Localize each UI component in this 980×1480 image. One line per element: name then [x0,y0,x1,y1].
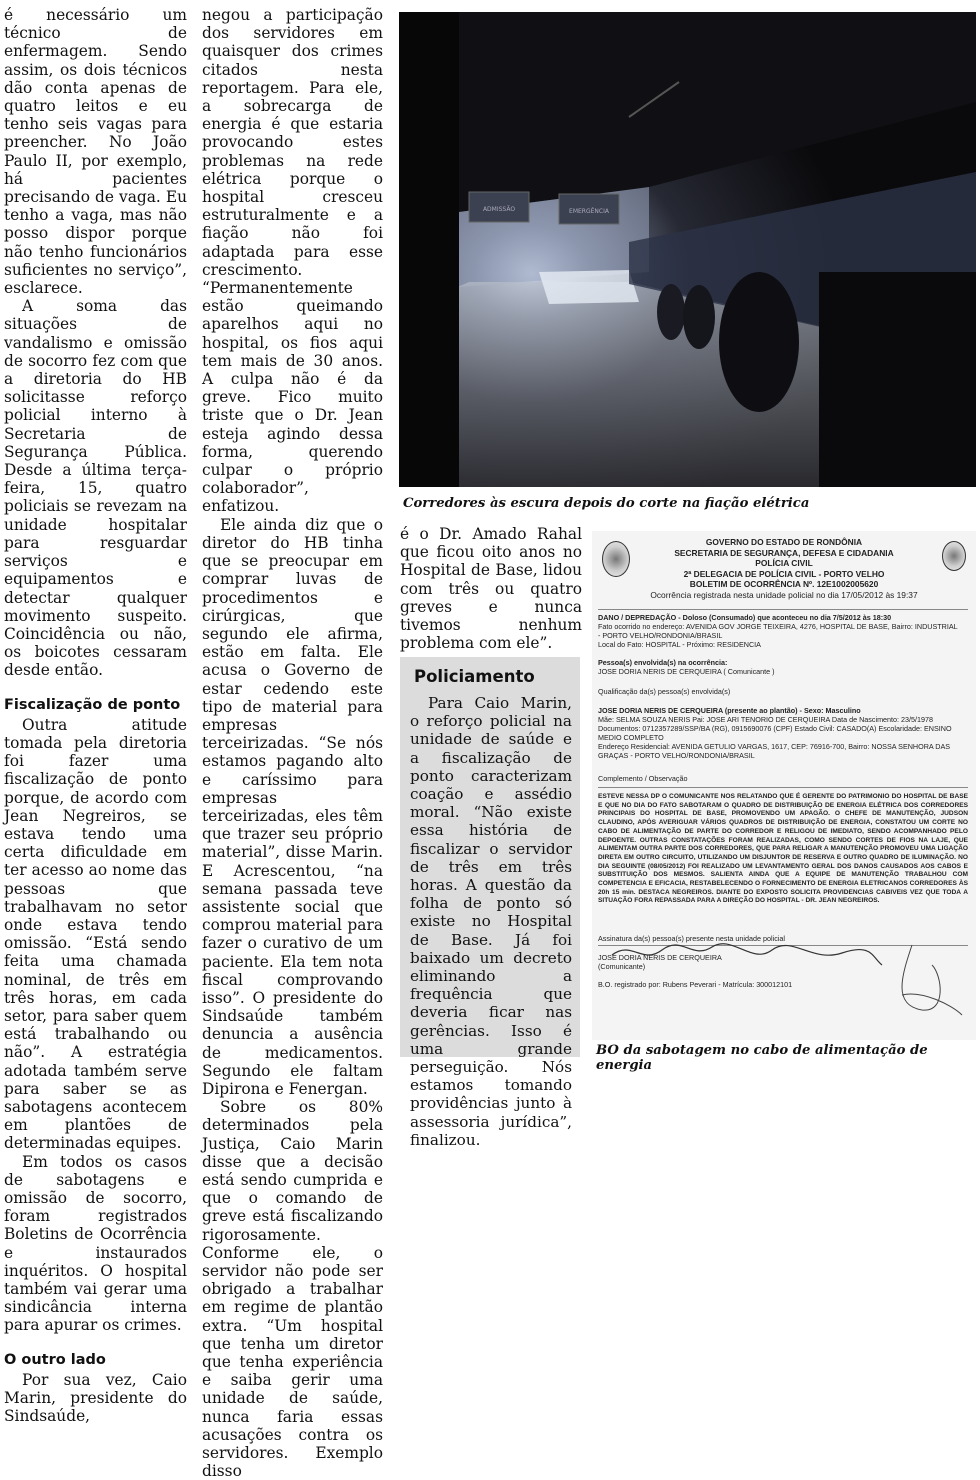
report-line: Complemento / Observação [598,774,688,783]
report-line: Pessoa(s) envolvida(s) na ocorrência: [598,658,728,667]
policiamento-box [400,657,580,1149]
report-header [592,537,976,600]
paragraph: é o Dr. Amado Rahal que ficou oito anos no Hospital de Base, lidou com três ou quatro greves e nunca tivemos nenhum problema com ele”. [400,525,582,653]
person-silhouette [683,285,715,349]
report-policia: POLÍCIA CIVIL [755,558,813,568]
hall-sign-2-text: EMERGÊNCIA [569,208,609,215]
report-line: Endereço Residencial: AVENIDA GETULIO VARGAS, 1617, CEP: 76916-700, Bairro: NOSSA SENHORA DAS [598,742,951,751]
report-secretaria: SECRETARIA DE SEGURANÇA, DEFESA E CIDADANIA [674,547,894,558]
photo-caption: Corredores às escura depois do corte na fiação elétrica [403,496,810,511]
report-gov: GOVERNO DO ESTADO DE RONDÔNIA [705,537,863,547]
paragraph: Sobre os 80% determinados pela Justiça, Caio Marin disse que a decisão está sendo cumprida e que o comando de greve está fiscalizando rigorosamente. Conforme ele, o servidor não pode ser obrigado a trabalhar em regime de plantão extra. “Um hospital que tenha um diretor que tenha experiência e saiba gerir uma unidade de saúde, nunca faria essas acusações contra os servidores. Exemplo disso [202,1098,383,1480]
report-line: Assinatura da(s) pessoa(s) presente nesta unidade policial [598,934,785,943]
paragraph: Em todos os casos de sabotagens e omissão de socorro, foram registrados Boletins de Ocorrência e instaurados inquéritos. O hospital também vai gerar uma sindicância interna para apurar os crimes. [4,1152,187,1335]
report-line: Mãe: SELMA SOUZA NERIS Pai: JOSE ARI TENORIO DE CERQUEIRA Data de Nascimento: 23/5/1978 [598,715,934,724]
report-line: Fato ocorrido no endereço: AVENIDA GOV JORGE TEIXEIRA, 4276, HOSPITAL DE BASE, Bairro: INDUSTRIAL [598,622,958,631]
paragraph: negou a participação dos servidores em quaisquer dos crimes citados nesta reportagem. Para ele, a sobrecarga de energia é que estaria provocando estes problemas na rede elétrica porque o hospital cresceu estruturalmente e a fiação não foi adaptada para esse crescimento. “Permanentemente estão queimando aparelhos aqui no hospital, os fios aqui tem mais de 30 anos. A culpa não é da greve. Fico muito triste que o Dr. Jean esteja agindo dessa forma, querendo culpar o próprio colaborador”, enfatizou. [202,6,383,516]
paragraph: Ele ainda diz que o diretor do HB tinha que se preocupar em comprar luvas de procedimentos e cirúrgicas, que segundo ele afirma, estão em falta. Ele acusa o Governo de estar cedendo este tipo de material para empresas terceirizadas. “Se nós estamos pagando alto e caríssimo para empresas terceirizadas, eles têm que trazer seu próprio material”, disse Marin. E Acrescentou, “na semana passada teve assistente social que comprou material para fazer o curativo de um paciente. Ela tem nota fiscal comprovando isso”. O presidente do Sindsaúde também denuncia a ausência de medicamentos. Segundo ele faltam Dipirona e Fenergan. [202,515,383,1098]
report-registered: Ocorrência registrada nesta unidade policial no dia 17/05/2012 às 19:37 [650,589,918,600]
report-line: JOSE DORIA NERIS DE CERQUEIRA (presente ao plantão) - Sexo: Masculino [598,706,861,715]
report-line: (Comunicante) [598,962,646,971]
document-caption: BO da sabotagem no cabo de alimentação de energia [596,1043,928,1073]
subheading-outro-lado: O outro lado [4,1351,106,1368]
box-paragraph: Para Caio Marin, o reforço policial na unidade de saúde e a fiscalização de ponto caracterizam coação e assédio moral. “Não existe essa história de fiscalizar o servidor de três em três horas. A questão da folha de ponto só existe no Hospital de Base. Já foi baixado um decreto eliminando a frequência que deveria ficar nas gerências. Isso é uma grande perseguição. Nós estamos tomando providências junto à assessoria jurídica”, finalizou. [410,694,572,1149]
paragraph: A soma das situações de vandalismo e omissão de socorro fez com que a diretoria do HB solicitasse reforço policial interno à Secretaria de Segurança Pública. Desde a última terça-feira, 15, quatro policiais se revezam na unidade hospitalar para resguardar serviços e equipamentos e detectar qualquer movimento suspeito. Coincidência ou não, os boicotes cessaram desde então. [4,297,187,680]
article-column-1 [4,6,187,1425]
person-silhouette [657,284,685,340]
report-line: Local do Fato: HOSPITAL - Próximo: RESIDENCIA [598,640,761,649]
corridor-photo [399,12,976,487]
report-line: Qualificação da(s) pessoa(s) envolvida(s) [598,687,731,696]
report-line: - PORTO VELHO/RONDONIA/BRASIL [598,631,723,640]
report-line: MEDIO COMPLETO [598,733,664,742]
police-report-document [592,531,976,1040]
report-delegacia: 2ª DELEGACIA DE POLÍCIA CIVIL - PORTO VELHO [683,568,885,579]
report-line: JOSE DORIA NERIS DE CERQUEIRA [598,953,722,962]
hall-sign-1-text: ADMISSÃO [482,206,516,213]
report-line: B.O. registrado por: Rubens Peverari - Matrícula: 300012101 [598,980,793,989]
paragraph: Outra atitude tomada pela diretoria foi fazer uma fiscalização de ponto porque, de acordo com Jean Negreiros, se estava tendo uma certa dificuldade em ter acesso ao nome das pessoas que trabalhavam no setor onde estava tendo omissão. “Está sendo feita uma chamada nominal, de três em três horas, em cada setor, para saber quem está trabalhando ou não”. A estratégia adotada também serve para saber se as sabotagens acontecem em plantões de determinadas equipes. [4,715,187,1153]
box-title: Policiamento [414,667,535,686]
article-column-3 [400,525,582,652]
corridor-illustration [399,12,976,487]
report-observation: ESTEVE NESSA DP O COMUNICANTE NOS RELATANDO QUE É GERENTE DO PATRIMONIO DO HOSPITAL DE BASE E QUE NO DIA DO FATO SABOTARAM O QUADRO DE DISTRIBUIÇÃO DE ENERGIA ELÉTRICA DOS CORREDORES PRINCIPAIS DO HOSPITAL DE BASE, PROMOVENDO UM APAGÃO. O CHEFE DE MANUTENÇÃO, JUDSON CLAUDINO, APÓS AVERIGUAR VÁRIOS QUADROS DE DISTRIBUIÇÃO DE ENERGIA, CONSTATOU UM CORTE NO CABO DE ALIMENTAÇÃO DE PARTE DO CORREDOR E RELIGOU DE IMEDIATO, SENDO ACOMPANHADO PELO DEPOENTE. OUTRAS CONSTATAÇÕES FORAM REALIZADAS, COMO SENDO CORTES DE FIOS NA LAJE, QUE ALIMENTAM OUTRA PARTE DOS CORREDORES, QUE PARA RELIGAR A MANUTENÇÃO PROMOVEU UMA LIGAÇÃO DIRETA EM OUTRO CIRCUITO, UTILIZANDO UM DISJUNTOR DE RESERVA E OUTRO QUADRO DE ILUMINAÇÃO. NO DIA SEGUINTE (08/05/2012) FOI REALIZADO UM LEVANTAMENTO GERAL DOS DANOS CAUSADOS AOS CABOS E SUBSTITUIÇÃO DOS MESMOS. SALIENTA AINDA QUE A EQUIPE DE MANUTENÇÃO TRABALHOU COM COMPETENCIA E EFICACIA, RESTABELECENDO O FORNECIMENTO DE ENERGIA ELETRICANOS CORREDORES ÀS 20h 15 min. DESTACA NEGREIROS. DIANTE DO EXPOSTO SOLICITA PROVIDENCIAS CABIVEIS VEZ QUE TODA A SITUAÇÃO FORA REPASSADA PARA A DIREÇÃO DO HOSPITAL - DR. JEAN NEGREIROS. [598,793,968,905]
paragraph: Por sua vez, Caio Marin, presidente do Sindsaúde, [4,1370,187,1426]
article-column-2 [202,6,383,1480]
paragraph: é necessário um técnico de enfermagem. Sendo assim, os dois técnicos dão conta apenas de quatro leitos e eu tenho seis vagas para preencher. No João Paulo II, por exemplo, há pacientes precisando de vaga. Eu tenho a vaga, mas não posso dispor porque não tenho funcionários suficientes no serviço”, esclarece. [4,6,187,298]
report-line: JOSE DORIA NERIS DE CERQUEIRA ( Comunicante ) [598,667,775,676]
report-line: Documentos: 0712357289/SSP/BA (RG), 0915690076 (CPF) Estado Civil: CASADO(A) Escolaridade: ENSINO [598,724,952,733]
report-line: GRAÇAS - PORTO VELHO/RONDONIA/BRASIL [598,751,755,760]
person-silhouette [719,272,799,412]
report-number: BOLETIM DE OCORRÊNCIA Nº. 12E1002005620 [689,579,879,589]
subheading-fiscalizacao: Fiscalização de ponto [4,696,181,713]
report-line: DANO / DEPREDAÇÃO - Doloso (Consumado) que aconteceu no dia 7/5/2012 às 18:30 [598,613,892,622]
